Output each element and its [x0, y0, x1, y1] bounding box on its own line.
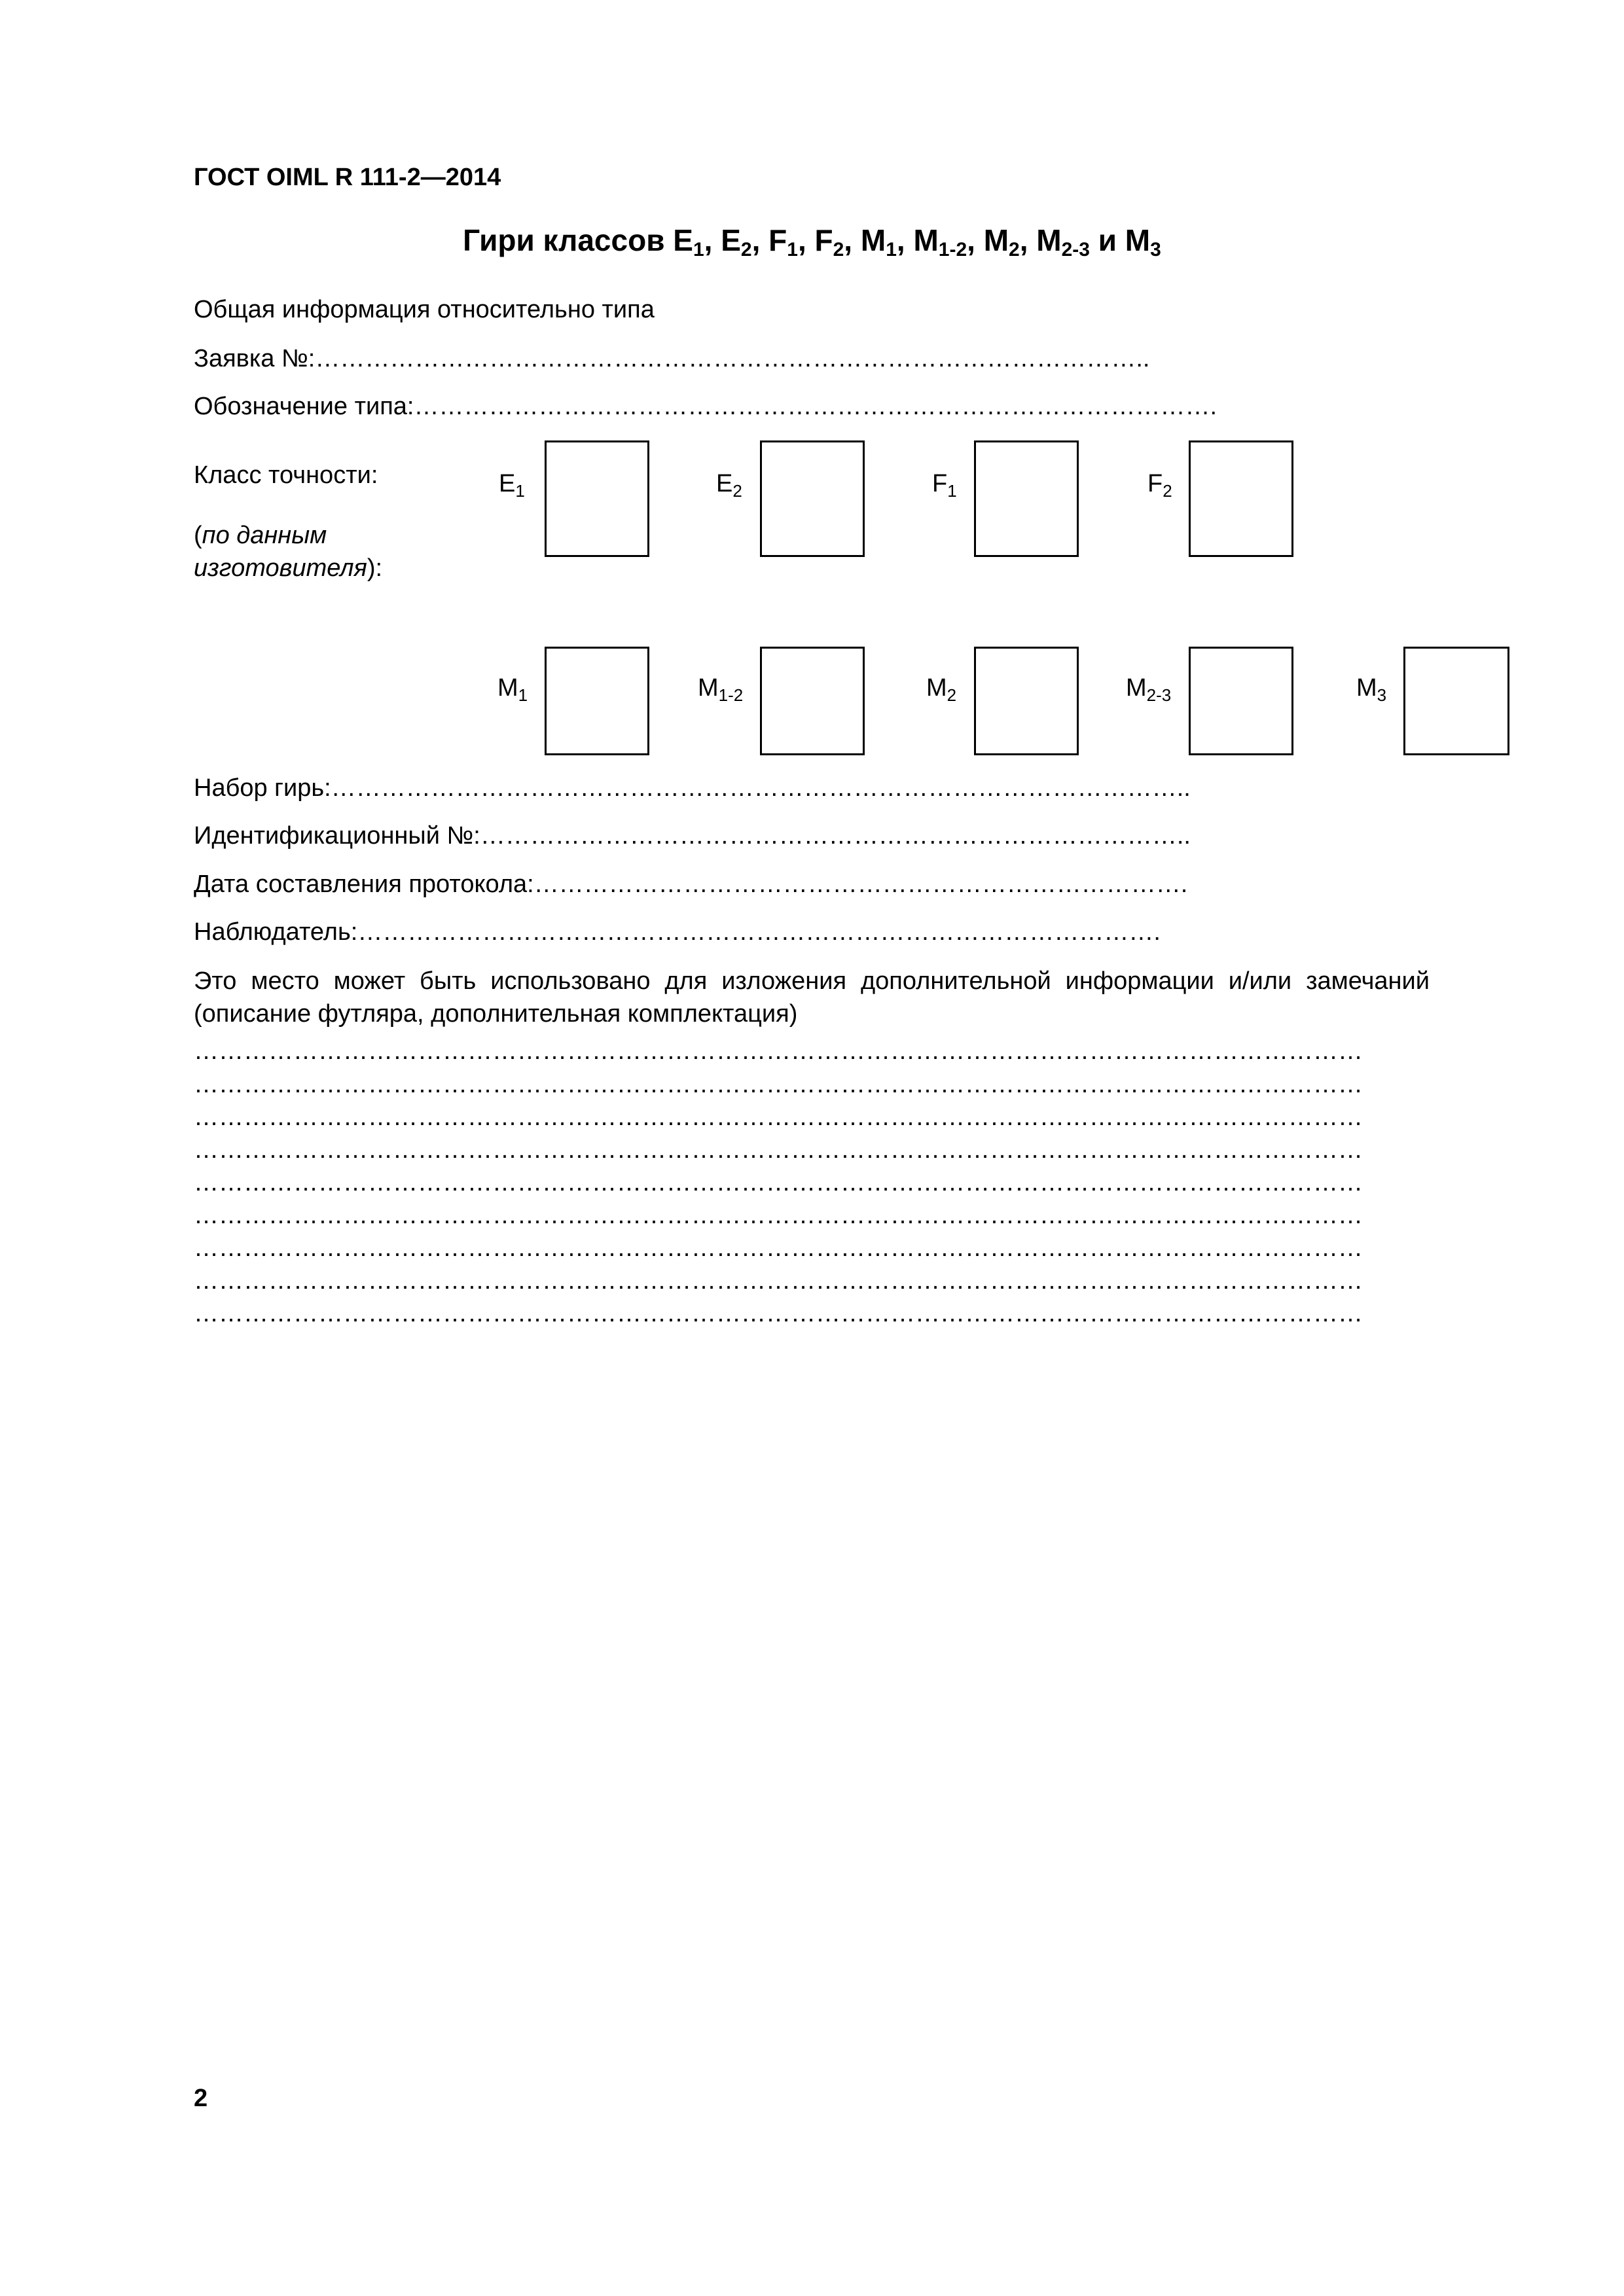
- title-class-sep: ,: [704, 223, 721, 257]
- free-text-line[interactable]: ……………………………………………………………………………………………………………………………: [194, 1037, 1363, 1065]
- class-label-e1: $E_1$: [499, 470, 525, 501]
- class-checkbox-e2[interactable]: [760, 440, 865, 557]
- class-label-m1-2: $M_{1-2}$: [698, 674, 744, 705]
- title-class-sep: и: [1089, 223, 1125, 257]
- application-dots: ………………………………………………………………………………………..: [315, 345, 1150, 372]
- type-dots: …………………………………………………………………………………….: [414, 393, 1218, 420]
- free-text-line[interactable]: ……………………………………………………………………………………………………………………………: [194, 1234, 1363, 1262]
- weight-set-label: Набор гирь:: [194, 774, 331, 802]
- free-text-line[interactable]: ……………………………………………………………………………………………………………………………: [194, 1136, 1363, 1164]
- manufacturer-note: (по данным изготовителя):: [194, 522, 383, 582]
- title-class-sub: 2: [1009, 239, 1020, 260]
- class-label-f1: $F_1$: [932, 470, 957, 501]
- class-label-m3: $M_3$: [1356, 674, 1387, 705]
- class-checkbox-m1-2[interactable]: [760, 647, 865, 755]
- title-prefix: Гири классов: [463, 223, 674, 257]
- id-number-label: Идентификационный №:: [194, 822, 480, 850]
- additional-info-note: Это место может быть использовано для изложения дополнительной информации и/или замечаний (описание футляра, дополнительная комплектация): [194, 967, 1430, 1028]
- free-text-line[interactable]: ……………………………………………………………………………………………………………………………: [194, 1169, 1363, 1196]
- title-class-base: M: [913, 223, 939, 257]
- class-label-m2-3: $M_{2-3}$: [1126, 674, 1172, 705]
- title-class-sep: ,: [967, 223, 984, 257]
- title-class-sep: ,: [844, 223, 861, 257]
- class-label-m2: $M_2$: [926, 674, 957, 705]
- type-label: Обозначение типа:: [194, 393, 414, 420]
- title-class-sub: 1-2: [938, 239, 967, 260]
- title-class-base: E: [721, 223, 741, 257]
- general-info-heading: Общая информация относительно типа: [194, 296, 655, 323]
- title-class-sub: 1: [693, 239, 704, 260]
- title-class-base: F: [768, 223, 787, 257]
- observer-field[interactable]: [194, 918, 1161, 946]
- title-class-base: F: [814, 223, 833, 257]
- class-checkbox-f1[interactable]: [974, 440, 1079, 557]
- class-checkbox-e1[interactable]: [545, 440, 649, 557]
- document-header: ГОСТ OIML R 111-2—2014: [194, 164, 501, 191]
- class-label-e2: $E_2$: [716, 470, 742, 501]
- title-class-base: M: [1125, 223, 1151, 257]
- title-class-list: [673, 223, 1161, 260]
- report-date-label: Дата составления протокола:: [194, 870, 534, 898]
- class-label-m1: $M_1$: [497, 674, 528, 705]
- page-title: [0, 223, 1624, 258]
- title-class-sub: 3: [1150, 239, 1161, 260]
- observer-dots: …………………………………………………………………………………….: [357, 918, 1161, 946]
- manufacturer-note-italic: по данным изготовителя: [194, 522, 367, 582]
- weight-set-dots: …………………………………………………………………………………………..: [331, 774, 1191, 802]
- title-class-sep: ,: [751, 223, 769, 257]
- title-class-sub: 1: [787, 239, 798, 260]
- title-class-base: M: [860, 223, 886, 257]
- class-checkbox-m2-3[interactable]: [1189, 647, 1293, 755]
- id-number-dots: …………………………………………………………………………..: [480, 822, 1191, 850]
- title-class-base: M: [1036, 223, 1062, 257]
- class-checkbox-m1[interactable]: [545, 647, 649, 755]
- observer-label: Наблюдатель:: [194, 918, 358, 946]
- report-date-dots: …………………………………………………………………….: [533, 870, 1188, 898]
- report-date-field[interactable]: [194, 870, 1187, 899]
- weight-set-field[interactable]: [194, 774, 1191, 802]
- application-label: Заявка №:: [194, 345, 316, 372]
- title-class-sep: ,: [896, 223, 914, 257]
- free-text-line[interactable]: ……………………………………………………………………………………………………………………………: [194, 1267, 1363, 1295]
- class-checkbox-m2[interactable]: [974, 647, 1079, 755]
- page-number: 2: [194, 2085, 208, 2112]
- id-number-field[interactable]: [194, 822, 1191, 850]
- class-checkbox-f2[interactable]: [1189, 440, 1293, 557]
- title-class-base: E: [673, 223, 693, 257]
- title-class-base: M: [983, 223, 1009, 257]
- title-class-sub: 2: [740, 239, 752, 260]
- free-text-line[interactable]: ……………………………………………………………………………………………………………………………: [194, 1071, 1363, 1098]
- class-checkbox-m3[interactable]: [1403, 647, 1509, 755]
- application-field[interactable]: [194, 345, 1149, 373]
- title-class-sep: ,: [797, 223, 815, 257]
- class-label-f2: $F_2$: [1147, 470, 1172, 501]
- title-class-sub: 2-3: [1061, 239, 1090, 260]
- free-text-line[interactable]: ……………………………………………………………………………………………………………………………: [194, 1300, 1363, 1327]
- title-class-sub: 2: [833, 239, 844, 260]
- free-text-line[interactable]: ……………………………………………………………………………………………………………………………: [194, 1202, 1363, 1229]
- accuracy-class-label: Класс точности:: [194, 461, 378, 489]
- title-class-sep: ,: [1019, 223, 1037, 257]
- type-field[interactable]: [194, 393, 1217, 421]
- title-class-sub: 1: [886, 239, 897, 260]
- free-text-line[interactable]: ……………………………………………………………………………………………………………………………: [194, 1103, 1363, 1131]
